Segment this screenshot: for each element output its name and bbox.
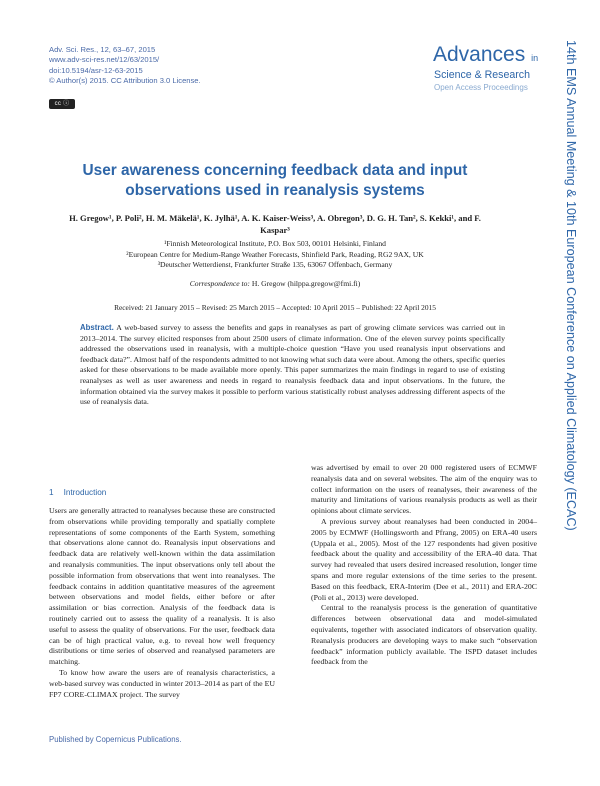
paragraph: Central to the reanalysis process is the generation of quantitative differences between observational data and model-simulated equivalents, together with associated indicators of observation quality. Reanalysis producers are developing ways to make such “observation feedback” information publicly available. The ISPD dataset includes feedback from the xyxy=(311,603,537,667)
license-text: © Author(s) 2015. CC Attribution 3.0 License. xyxy=(49,76,201,86)
journal-name-sub: Science & Research xyxy=(434,69,530,81)
section-heading xyxy=(49,488,116,497)
affiliation-1: ¹Finnish Meteorological Institute, P.O. Box 503, 00101 Helsinki, Finland xyxy=(164,239,386,248)
section-number: 1 xyxy=(49,488,54,497)
conference-sidebar: 14th EMS Annual Meeting & 10th European Conference on Applied Climatology (ECAC) xyxy=(564,40,578,531)
journal-name-in: in xyxy=(531,53,539,63)
abstract xyxy=(80,323,505,408)
correspondence xyxy=(60,279,490,288)
abstract-label: Abstract. xyxy=(80,323,114,332)
journal-tagline: Open Access Proceedings xyxy=(434,83,528,92)
section-title: Introduction xyxy=(63,488,107,497)
paragraph: was advertised by email to over 20 000 registered users of ECMWF reanalysis data and on several websites. The aim of the enquiry was to collect information on the users of reanalyses, their awareness of the maturity and limitations of various reanalysis products as well as their opinions about climate services. xyxy=(311,463,537,516)
body-column-right xyxy=(311,463,537,668)
cc-license-icon: cc ⓘ xyxy=(49,99,75,109)
correspondence-label: Correspondence to: xyxy=(189,279,250,288)
journal-name-main: Advances xyxy=(433,43,526,66)
paragraph: A previous survey about reanalyses had been conducted in 2004–2005 by ECMWF (Hollingsworth and Pfrang, 2005) on ERA-40 users (Uppala et al., 2005). Most of the 127 respondents had given positive feedback about the quality and accessibility of the ERA-40 data. That survey had revealed that users desired increased resolution, longer time spans and more regular extensions of the time series to the present. Based on this feedback, ERA-Interim (Dee et al., 2011) and ERA-20C (Poli et al., 2013) were developed. xyxy=(311,516,537,602)
abstract-text: A web-based survey to assess the benefits and gaps in reanalyses as part of growing climate services was carried out in 2013–2014. The survey elicited responses from about 2500 users of climate information. One of the eleven survey points specifically addressed the observations used in reanalysis, with a multiple-choice question “Have you used reanalysis input observations and feedback data?”. Almost half of the respondents admitted to not knowing what such data were about. Among the others, specific queries asked for these observations to be made available more openly. This paper summarizes the main findings in regard to use of existing reanalyses as well as user awareness and needs in regard to reanalysis feedback data and input observations. In the future, the information obtained via the survey makes it possible to perform various statistically robust analyses addressing different aspects of the use of reanalysis data. xyxy=(80,323,506,407)
affiliation-2: ²European Centre for Medium-Range Weather Forecasts, Shinfield Park, Reading, RG2 9AX, UK xyxy=(126,249,424,259)
paragraph: To know how aware the users are of reanalysis characteristics, a web-based survey was conducted in winter 2013–2014 as part of the EU FP7 CORE-CLIMAX project. The survey xyxy=(49,667,275,699)
paragraph: Users are generally attracted to reanalyses because these are constructed from observations while providing temporally and spatially complete representations of some components of the Earth System, something that observations alone cannot do. Reanalysis input observations and feedback data are relatively well-known within the data assimilation and reanalysis communities. The input observations only tell about the possible information from observations that went into reanalyses. The feedback contains in addition quantitative measures of the agreement between observations and model fields, either before or after assimilation or bias correction. Analysis of the feedback data is routinely carried out to assess the quality of a reanalysis. It is also useful to assess the quality of observations. For the user, feedback data can be of high practical value, e.g. to reveal how well frequency distributions or time series of observed and reanalysed parameters are matching. xyxy=(49,506,275,667)
doi[interactable]: doi:10.5194/asr-12-63-2015 xyxy=(49,65,143,75)
citation: Adv. Sci. Res., 12, 63–67, 2015 xyxy=(49,45,156,54)
article-metadata xyxy=(49,45,201,87)
publisher-footer: Published by Copernicus Publications. xyxy=(49,735,182,744)
affiliation-3: ³Deutscher Wetterdienst, Frankfurter Straße 135, 63067 Offenbach, Germany xyxy=(157,260,393,270)
paper-title: User awareness concerning feedback data and input observations used in reanalysis systems xyxy=(82,162,468,199)
publication-dates: Received: 21 January 2015 – Revised: 25 March 2015 – Accepted: 10 April 2015 – Published: 22 April 2015 xyxy=(114,303,436,312)
journal-logo xyxy=(433,44,538,93)
correspondence-email[interactable]: H. Gregow (hilppa.gregow@fmi.fi) xyxy=(251,279,361,288)
body-column-left xyxy=(49,506,275,700)
article-url[interactable]: www.adv-sci-res.net/12/63/2015/ xyxy=(49,55,160,65)
author-list: H. Gregow¹, P. Poli², H. M. Mäkelä¹, K. Jylhä¹, A. K. Kaiser-Weiss³, A. Obregon³, D. G. H. Tan², S. Kekki¹, and F. Kaspar³ xyxy=(69,213,481,235)
affiliations xyxy=(60,239,490,271)
